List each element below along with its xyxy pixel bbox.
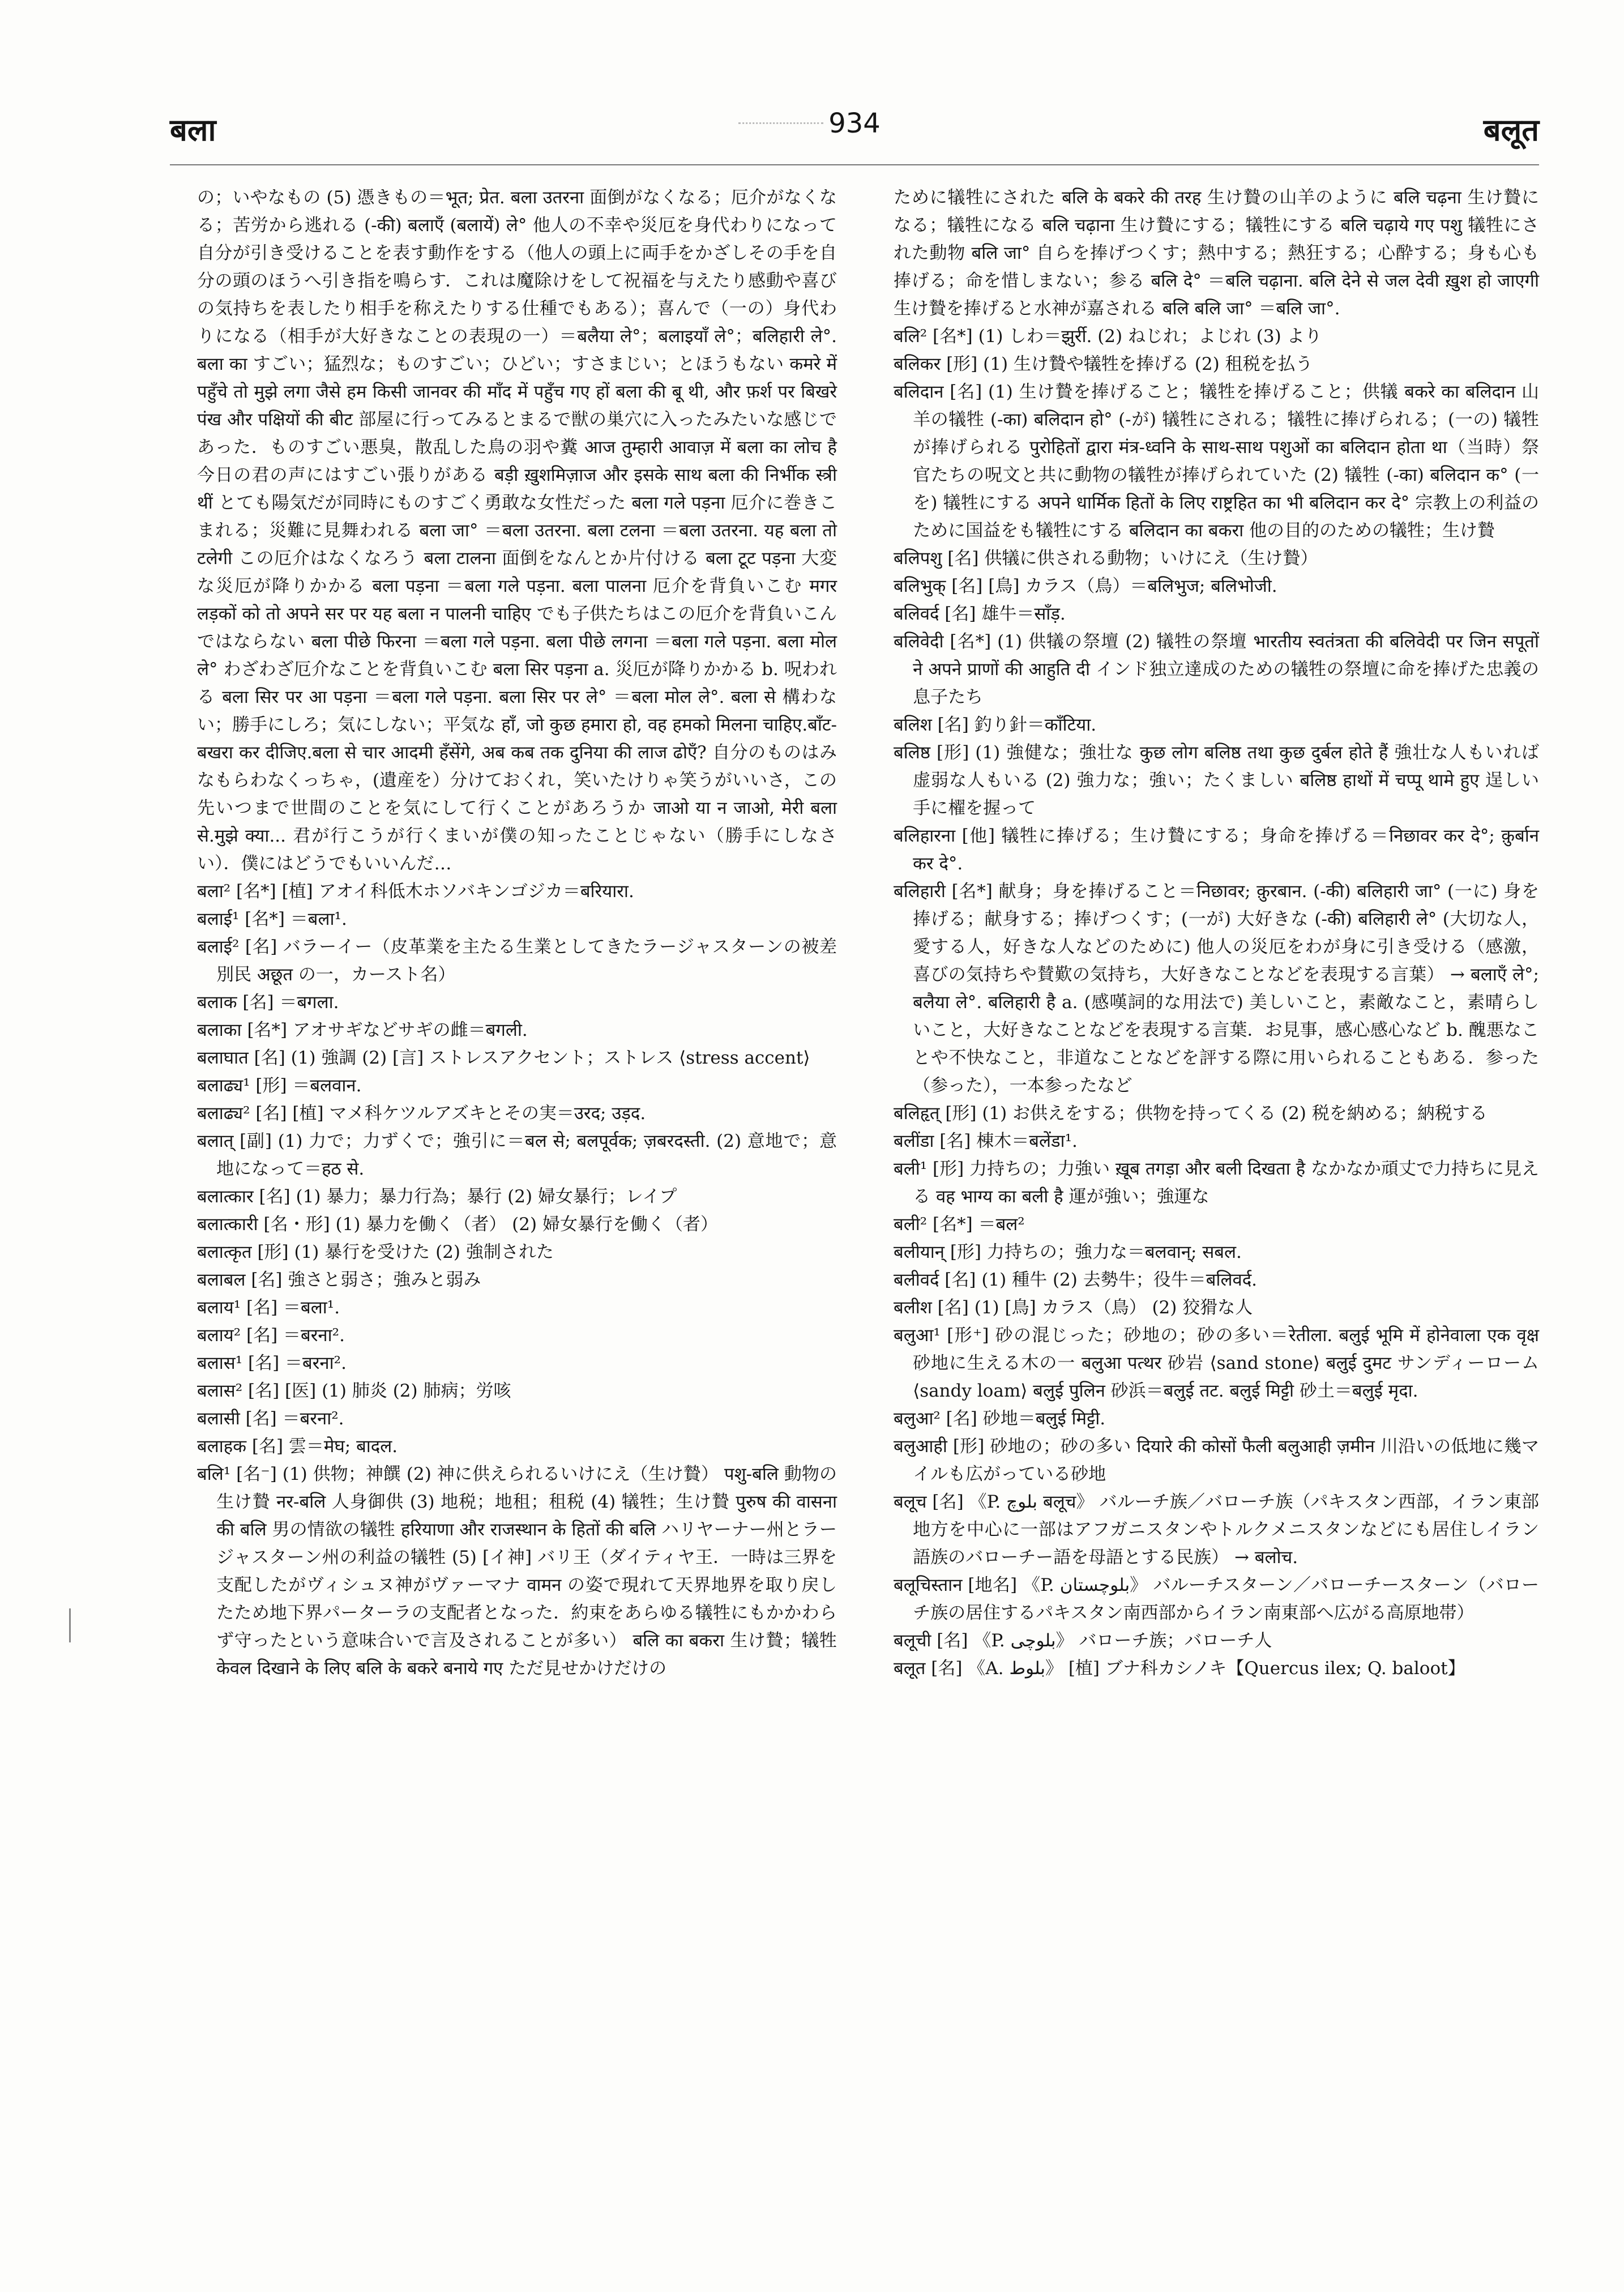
entry-paragraph: बलुआही [形] 砂地の；砂の多い दियारे की कोसों फैली बलुआही ज़मीन 川沿いの低地に幾マイルも広がっている砂地 bbox=[894, 1436, 1539, 1484]
entry-paragraph: बलूची [名] 《P. بلوچی》 バローチ族；バローチ人 bbox=[894, 1631, 1272, 1651]
entry-paragraph: बलींडा [名] 棟木＝बलेंडा¹. bbox=[894, 1131, 1078, 1151]
entry-paragraph: बली² [名*] ＝बल² bbox=[894, 1214, 1025, 1235]
entry-paragraph: बलूचिस्तान [地名] 《P. بلوچستان》 バルーチスターン／バローチースターン（バローチ族の居住するパキスタン南西部からイラン南東部へ広がる高原地帯） bbox=[894, 1575, 1540, 1623]
entry-paragraph: बलाई¹ [名*] ＝बला¹. bbox=[197, 909, 347, 929]
entry-paragraph: बलाघात [名] (1) 強調 (2) [言] ストレスアクセント；ストレス ⟨stress accent⟩ bbox=[197, 1048, 810, 1068]
margin-mark bbox=[69, 1608, 71, 1642]
entry-paragraph: बलात्कार [名] (1) 暴力；暴力行為；暴行 (2) 婦女暴行；レイプ bbox=[197, 1186, 677, 1207]
page-header bbox=[170, 108, 1539, 159]
entry-paragraph: बलिदान [名] (1) 生け贄を捧げること；犠牲を捧げること；供犠 बकरे का बलिदान 山羊の犠牲 (-का) बलिदान हो° (-が) 犠牲にされる；犠牲に捧げられる；(一の) 犠牲が捧げられる पुरोहितों द्वारा मंत्र-ध्वनि के साथ-साथ पशुओं का बलिदान होता था（当時）祭官たちの呪文と共に動物の犠牲が捧げられていた (2) 犠牲 (-का) बलिदान क° (一を) 犠牲にする अपने धार्मिक हितों के लिए राष्ट्रहित का भी बलिदान कर दे° 宗教上の利益のために国益をも犠牲にする बलिदान का बकरा 他の目的のための犠牲；生け贄 bbox=[894, 382, 1539, 541]
entry-paragraph: बलिभुक् [名] [鳥] カラス（鳥）＝बलिभुज; बलिभोजी. bbox=[894, 576, 1277, 596]
right-guide-word: बलूत bbox=[1483, 112, 1539, 148]
entry-paragraph: बलास² [名] [医] (1) 肺炎 (2) 肺病；労咳 bbox=[197, 1381, 511, 1401]
entry-paragraph: बलि¹ [名⁻] (1) 供物；神饌 (2) 神に供えられるいけにえ（生け贄） पशु-बलि 動物の生け贄 नर-बलि 人身御供 (3) 地税；地租；租税 (4) 犠牲；生け贄 पुरुष की वासना की बलि 男の情欲の犠牲 हरियाणा और राजस्थान के हितों की बलि ハリヤーナー州とラージャスターン州の利益の犠牲 (5) [イ神] バリ王（ダイティヤ王．一時は三界を支配したがヴィシュヌ神がヴァーマナ वामन の姿で現れて天界地界を取り戻したため地下界パーターラの支配者となった．約束をあらゆる犠牲にもかかわらず守ったという意味合いで言及されることが多い） बलि का बकरा 生け贄；犠牲 केवल दिखाने के लिए बलि के बकरे बनाये गए ただ見せかけだけの bbox=[197, 1464, 837, 1679]
entry-paragraph: बलीवर्द [名] (1) 種牛 (2) 去勢牛；役牛＝बलिवर्द. bbox=[894, 1270, 1258, 1290]
entry-paragraph: बलाई² [名] バラーイー（皮革業を主たる生業としてきたラージャスターンの被差別民 अछूत の一，カースト名） bbox=[197, 937, 837, 985]
entry-paragraph: बलाढ्य² [名] [植] マメ科ケツルアズキとその実＝उरद; उड़द. bbox=[197, 1103, 646, 1124]
entry-paragraph: बलिवर्द [名] 雄牛＝साँड़. bbox=[894, 604, 1066, 624]
entry-paragraph: बलाय¹ [名] ＝बला¹. bbox=[197, 1297, 340, 1318]
entry-paragraph: बलिकर [形] (1) 生け贄や犠牲を捧げる (2) 租税を払う bbox=[894, 354, 1313, 374]
entry-paragraph: बलिहृत् [形] (1) お供えをする；供物を持ってくる (2) 税を納める；納税する bbox=[894, 1103, 1488, 1124]
header-rule bbox=[170, 164, 1539, 165]
left-guide-word: बला bbox=[170, 112, 216, 148]
entry-paragraph: बलिहारी [名*] 献身；身を捧げること＝निछावर; क़ुरबान. (-की) बलिहारी जा° (一に) 身を捧げる；献身する；捧げつくす；(一が) 大好きな (-की) बलिहारी ले° (大切な人，愛する人，好きな人などのために) 他人の災厄をわが身に引き受ける（感激，喜びの気持ちや賛歎の気持ち，大好きなことなどを表現する言葉） → बलाएँ ले°; बलैया ले°. बलिहारी है a. (感嘆詞的な用法で) 美しいこと，素敵なこと，素晴らしいこと，大好きなことなどを表現する言葉．お見事，感心感心など b. 醜悪なことや不快なこと，非道なことなどを評する際に用いられることもある．参った（参った），一本参ったなど bbox=[894, 881, 1539, 1096]
entry-paragraph: बलात्कारी [名・形] (1) 暴力を働く（者） (2) 婦女暴行を働く（者） bbox=[197, 1214, 718, 1235]
entry-paragraph: बलि² [名*] (1) しわ＝झुर्री. (2) ねじれ；よじれ (3) より bbox=[894, 326, 1322, 347]
entry-paragraph: बलुआ² [名] 砂地＝बलुई मिट्टी. bbox=[894, 1409, 1106, 1429]
entry-paragraph: बलाय² [名] ＝बरना². bbox=[197, 1325, 345, 1346]
entry-paragraph: बली¹ [形] 力持ちの；力強い ख़ूब तगड़ा और बली दिखता है なかなか頑丈で力持ちに見える वह भाग्य का बली है 運が強い；強運な bbox=[894, 1159, 1539, 1207]
entry-paragraph: बलिष्ठ [形] (1) 強健な；強壮な कुछ लोग बलिष्ठ तथा कुछ दुर्बल होते हैं 強壮な人もいれば虚弱な人もいる (2) 強力な；強い；たくましい बलिष्ठ हाथों में चप्पू थामे हुए 逞しい手に櫂を握って bbox=[894, 742, 1539, 818]
entry-paragraph: बलिवेदी [名*] (1) 供犠の祭壇 (2) 犠牲の祭壇 भारतीय स्वतंत्रता की बलिवेदी पर जिन सपूतों ने अपने प्राणों की आहुति दी インド独立達成のための犠牲の祭壇に命を捧げた忠義の息子たち bbox=[894, 631, 1539, 707]
entry-paragraph: बला² [名*] [植] アオイ科低木ホソバキンゴジカ＝बरियारा. bbox=[197, 881, 634, 902]
entry-paragraph: बलाका [名*] アオサギなどサギの雌＝बगली. bbox=[197, 1020, 528, 1040]
entry-paragraph: बलुआ¹ [形⁺] 砂の混じった；砂地の；砂の多い＝रेतीला. बलुई भूमि में होनेवाला एक वृक्ष 砂地に生える木の一 बलुआ पत्थर 砂岩 ⟨sand stone⟩ बलुई दुमट サンディーローム ⟨sandy loam⟩ बलुई पुलिन 砂浜＝बलुई तट. बलुई मिट्टी 砂土＝बलुई मृदा. bbox=[894, 1325, 1539, 1401]
entry-paragraph: ために犠牲にされた बलि के बकरे की तरह 生け贄の山羊のように बलि चढ़ना 生け贄になる；犠牲になる बलि चढ़ाना 生け贄にする；犠牲にする बलि चढ़ाये गए पशु 犠牲にされた動物 बलि जा° 自らを捧げつくす；熱中する；熱狂する；心酔する；身も心も捧げる；命を惜しまない；参る बलि दे° ＝बलि चढ़ाना. बलि देने से जल देवी ख़ुश हो जाएगी 生け贄を捧げると水神が嘉される बलि बलि जा° ＝बलि जा°. bbox=[894, 187, 1539, 319]
entry-paragraph: बलूत [名] 《A. بلوط》 [植] ブナ科カシノキ【Quercus ilex; Q. baloot】 bbox=[894, 1658, 1465, 1679]
entry-paragraph: बलास¹ [名] ＝बरना². bbox=[197, 1353, 347, 1373]
entry-paragraph: बलात्कृत [形] (1) 暴行を受けた (2) 強制された bbox=[197, 1242, 554, 1262]
entry-paragraph: बलिपशु [名] 供犠に供される動物；いけにえ（生け贄） bbox=[894, 548, 1318, 569]
entry-paragraph: बलासी [名] ＝बरना². bbox=[197, 1409, 344, 1429]
entry-paragraph: बलात् [副] (1) 力で；力ずくで；強引に＝बल से; बलपूर्वक; ज़बरदस्ती. (2) 意地で；意地になって＝हठ से. bbox=[197, 1131, 837, 1179]
right-column bbox=[894, 184, 1539, 1683]
entry-paragraph: बलाढ्य¹ [形] ＝बलवान. bbox=[197, 1075, 362, 1096]
entry-paragraph: बलूच [名] 《P. بلوچ बलूच》 バルーチ族／バローチ族（パキスタン西部，イラン東部地方を中心に一部はアフガニスタンやトルクメニスタンなどにも居住しイラン語族のバローチー語を母語とする民族） → बलोच. bbox=[894, 1492, 1539, 1568]
entry-paragraph: बलाबल [名] 強さと弱さ；強みと弱み bbox=[197, 1270, 481, 1290]
entry-paragraph: बलीश [名] (1) [鳥] カラス（鳥） (2) 狡猾な人 bbox=[894, 1297, 1253, 1318]
entry-paragraph: बलीयान् [形] 力持ちの；強力な＝बलवान्; सबल. bbox=[894, 1242, 1242, 1262]
left-column bbox=[197, 184, 837, 1683]
entry-paragraph: बलाहक [名] 雲＝मेघ; बादल. bbox=[197, 1436, 398, 1457]
entry-paragraph: の；いやなもの (5) 憑きもの＝भूत; प्रेत. बला उतरना 面倒がなくなる；厄介がなくなる；苦労から逃れる (-की) बलाएँ (बलायें) ले° 他人の不幸や災厄を身代わりになって自分が引き受けることを表す動作をする（他人の頭上に両手をかざしその手を自分の頭のほうへ引き指を鳴らす．これは魔除けをして祝福を与えたり感動や喜びの気持ちを表したり相手を称えたりする仕種でもある）；喜んで（一の）身代わりになる（相手が大好きなことの表現の一）＝बलैया ले°；बलाइयाँ ले°；बलिहारी ले°. बला का すごい；猛烈な；ものすごい；ひどい；すさまじい；とほうもない कमरे में पहुँचे तो मुझे लगा जैसे हम किसी जानवर की माँद में पहुँच गए हों बला की बू थी, और फ़र्श पर बिखरे पंख और पक्षियों की बीट 部屋に行ってみるとまるで獣の巣穴に入ったみたいな感じであった．ものすごい悪臭，散乱した鳥の羽や糞 आज तुम्हारी आवाज़ में बला का लोच है 今日の君の声にはすごい張りがある बड़ी ख़ुशमिज़ाज और इसके साथ बला की निर्भीक स्त्री थीं とても陽気だが同時にものすごく勇敢な女性だった बला गले पड़ना 厄介に巻きこまれる；災難に見舞われる बला जा° ＝बला उतरना. बला टलना ＝बला उतरना. यह बला तो टलेगी この厄介はなくなろう बला टालना 面倒をなんとか片付ける बला टूट पड़ना 大変な災厄が降りかかる बला पड़ना ＝बला गले पड़ना. बला पालना 厄介を背負いこむ मगर लड़कों को तो अपने सर पर यह बला न पालनी चाहिए でも子供たちはこの厄介を背負いこんではならない बला पीछे फिरना ＝बला गले पड़ना. बला पीछे लगना ＝बला गले पड़ना. बला मोल ले° わざわざ厄介なことを背負いこむ बला सिर पड़ना a. 災厄が降りかかる b. 呪われる बला सिर पर आ पड़ना ＝बला गले पड़ना. बला सिर पर ले° ＝बला मोल ले°. बला से 構わない；勝手にしろ；気にしない；平気な हाँ, जो कुछ हमारा हो, वह हमको मिलना चाहिए.बाँट-बखरा कर दीजिए.बला से चार आदमी हँसेंगे, अब कब तक दुनिया की लाज ढोएँ? 自分のものはみなもらわなくっちゃ，(遺産を）分けておくれ，笑いたけりゃ笑うがいいさ，この先いつまで世間のことを気にして行くことがあろうか जाओ या न जाओ, मेरी बला से.मुझे क्या... 君が行こうが行くまいが僕の知ったことじゃない（勝手にしなさい）．僕にはどうでもいいんだ… bbox=[197, 187, 837, 874]
entry-paragraph: बलाक [名] ＝बगला. bbox=[197, 992, 339, 1013]
entry-paragraph: बलिश [名] 釣り針＝काँटिया. bbox=[894, 715, 1097, 735]
page-number: 934 bbox=[828, 108, 881, 139]
entry-paragraph: बलिहारना [他] 犠牲に捧げる；生け贄にする；身命を捧げる＝निछावर कर दे°; क़ुर्बान कर दे°. bbox=[894, 826, 1539, 874]
